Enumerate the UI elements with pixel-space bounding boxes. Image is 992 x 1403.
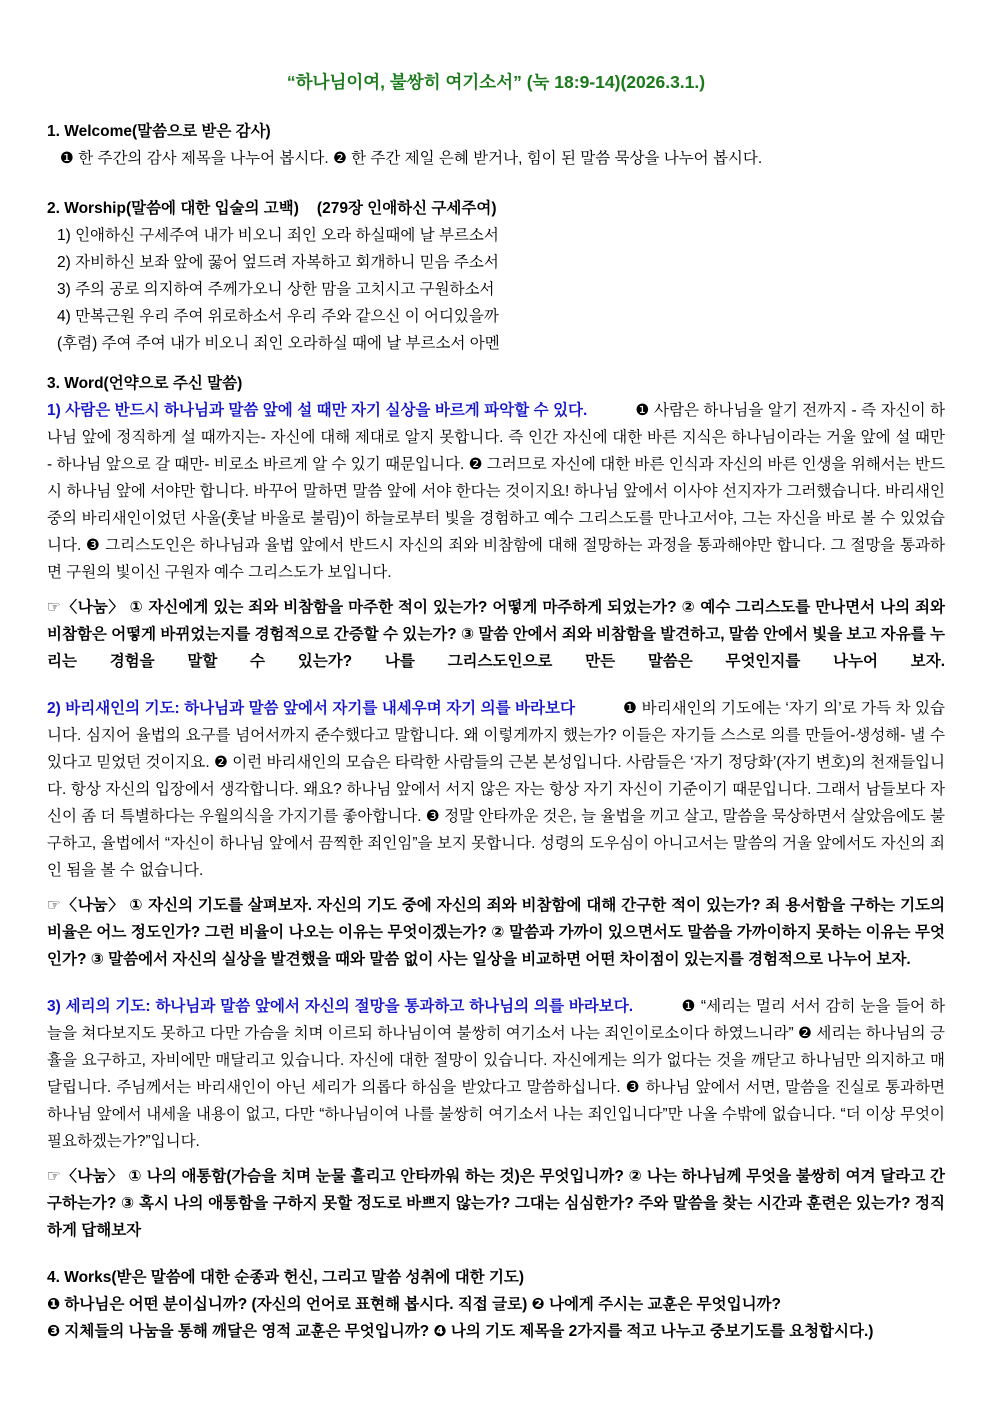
works-heading: 4. Works(받은 말씀에 대한 순종과 헌신, 그리고 말씀 성취에 대한 기도)	[47, 1269, 525, 1286]
word-paragraph-1	[47, 397, 945, 586]
word-paragraph-3	[47, 993, 945, 1155]
word-point-3-heading: 3) 세리의 기도: 하나님과 말씀 앞에서 자신의 절망을 통과하고 하나님의 의를 바라보다.	[47, 998, 634, 1015]
sharing-questions-2: ☞〈나눔〉 ① 자신의 기도를 살펴보자. 자신의 기도 중에 자신의 죄와 비참함에 대해 간구한 적이 있는가? 죄 용서함을 구하는 기도의 비율은 어느 정도인가? 그런 비율이 나오는 이유는 무엇이겠는가? ② 말씀과 가까이 있으면서도 말씀을 가까이하지 못하는 이유는 무엇인가? ③ 말씀에서 자신의 실상을 발견했을 때와 말씀 없이 사는 일상을 비교하면 어떤 차이점이 있는지를 경험적으로 나누어 보자.	[47, 897, 945, 968]
section-worship	[47, 195, 945, 357]
word-point-2-heading: 2) 바리새인의 기도: 하나님과 말씀 앞에서 자기를 내세우며 자기 의를 바라보다	[47, 700, 575, 717]
hymn-verse-2: 2) 자비하신 보좌 앞에 꿇어 엎드려 자복하고 회개하니 믿음 주소서	[57, 254, 499, 271]
word-paragraph-2	[47, 695, 945, 884]
section-word	[47, 370, 945, 1244]
worship-heading	[47, 195, 945, 222]
section-welcome	[47, 118, 945, 172]
worship-heading-label: 2. Worship(말씀에 대한 입술의 고백)	[47, 200, 299, 217]
word-point-1-heading: 1) 사람은 반드시 하나님과 말씀 앞에 설 때만 자기 실상을 바르게 파악할 수 있다.	[47, 402, 588, 419]
hymn-verse-1: 1) 인애하신 구세주여 내가 비오니 죄인 오라 하실때에 날 부르소서	[57, 227, 499, 244]
hymn-verse-3: 3) 주의 공로 의지하여 주께가오니 상한 맘을 고치시고 구원하소서	[57, 281, 495, 298]
word-point-1-body: ❶ 사람은 하나님을 알기 전까지 - 즉 자신이 하나님 앞에 정직하게 설 때까지는- 자신에 대해 제대로 알지 못합니다. 즉 인간 자신에 대한 바른 지식은 하나님이라는 거울 앞에 설 때만 - 하나님 앞으로 갈 때만- 비로소 바르게 알 수 있기 때문입니다. ❷ 그러므로 자신에 대한 바른 인식과 자신의 바른 인생을 위해서는 반드시 하나님 앞에 서야만 합니다. 바꾸어 말하면 말씀 앞에 서야 한다는 것이지요! 하나님 앞에서 이사야 선지자가 그러했습니다. 바리새인 중의 바리새인이었던 사울(훗날 바울로 불림)이 하늘로부터 빛을 경험하고 예수 그리스도를 만나고서야, 그는 자신을 바로 볼 수 있었습니다. ❸ 그리스도인은 하나님과 율법 앞에서 반드시 자신의 죄와 비참함에 대해 절망하는 과정을 통과해야만 합니다. 그 절망을 통과하면 구원의 빛이신 구원자 예수 그리스도가 보입니다.	[47, 402, 945, 581]
word-point-2-body: ❶ 바리새인의 기도에는 ‘자기 의’로 가득 차 있습니다. 심지어 율법의 요구를 넘어서까지 준수했다고 말합니다. 왜 이렇게까지 했는가? 이들은 자기들 스스로 의를 만들어-생성해- 낼 수 있다고 믿었던 것이지요. ❷ 이런 바리새인의 모습은 타락한 사람들의 근본 본성입니다. 사람들은 ‘자기 정당화’(자기 변호)의 천재들입니다. 항상 자신의 입장에서 생각합니다. 왜요? 하나님 앞에서 서지 않은 자는 항상 자기 자신이 기준이기 때문입니다. 그래서 남들보다 자신이 좀 더 특별하다는 우월의식을 가지기를 좋아합니다. ❸ 정말 안타까운 것은, 늘 율법을 끼고 살고, 말씀을 묵상하면서 살았음에도 불구하고, 율법에서 “자신이 하나님 앞에서 끔찍한 죄인임”을 보지 못합니다. 성령의 도우심이 아니고서는 말씀의 거울 앞에서도 자신의 죄인 됨을 볼 수 없습니다.	[47, 700, 945, 879]
welcome-body: ❶ 한 주간의 감사 제목을 나누어 봅시다. ❷ 한 주간 제일 은혜 받거나, 힘이 된 말씀 묵상을 나누어 봅시다.	[60, 150, 763, 167]
sharing-questions-3: ☞〈나눔〉 ① 나의 애통함(가슴을 치며 눈물 흘리고 안타까워 하는 것)은 무엇입니까? ② 나는 하나님께 무엇을 불쌍히 여겨 달라고 간구하는가? ③ 혹시 나의 애통함을 구하지 못할 정도로 바쁘지 않는가? 그대는 심심한가? 주와 말씀을 찾는 시간과 훈련은 있는가? 정직하게 답해보자	[47, 1168, 945, 1239]
hymn-reference: (279장 인애하신 구세주여)	[316, 200, 497, 217]
document-title: “하나님이여, 불쌍히 여기소서” (눅 18:9-14)(2026.3.1.)	[286, 72, 706, 92]
word-point-3-body: ❶ “세리는 멀리 서서 감히 눈을 들어 하늘을 쳐다보지도 못하고 다만 가슴을 치며 이르되 하나님이여 불쌍히 여기소서 나는 죄인이로소이다 하였느니라” ❷ 세리는 하나님의 긍휼을 요구하고, 자비에만 매달리고 있습니다. 자신에 대한 절망이 있습니다. 자신에게는 의가 없다는 것을 깨닫고 하나님만 의지하고 매달립니다. 주님께서는 바리새인이 아닌 세리가 의롭다 하심을 받았다고 말씀하십니다. ❸ 하나님 앞에서 서면, 말씀을 진실로 통과하면 하나님 앞에서 내세울 내용이 없고, 다만 “하나님이여 나를 불쌍히 여기소서 나는 죄인입니다”만 나올 수밖에 없습니다. “더 이상 무엇이 필요하겠는가?”입니다.	[47, 998, 945, 1150]
sharing-questions-1: ☞〈나눔〉 ① 자신에게 있는 죄와 비참함을 마주한 적이 있는가? 어떻게 마주하게 되었는가? ② 예수 그리스도를 만나면서 나의 죄와 비참함은 어떻게 바뀌었는지를 경험적으로 간증할 수 있는가? ③ 말씀 안에서 죄와 비참함을 발견하고, 말씀 안에서 빛을 보고 자유를 누리는 경험을 말할 수 있는가? 나를 그리스도인으로 만든 말씀은 무엇인지를 나누어 보자.	[47, 599, 945, 670]
section-works	[47, 1264, 945, 1345]
hymn-verses	[47, 222, 945, 357]
welcome-heading: 1. Welcome(말씀으로 받은 감사)	[47, 123, 271, 140]
word-heading: 3. Word(언약으로 주신 말씀)	[47, 375, 243, 392]
hymn-verse-4: 4) 만복근원 우리 주여 위로하소서 우리 주와 같으신 이 어디있을까	[57, 308, 499, 325]
works-line-1: ❶ 하나님은 어떤 분이십니까? (자신의 언어로 표현해 봅시다. 직접 글로) ❷ 나에게 주시는 교훈은 무엇입니까?	[47, 1296, 781, 1313]
hymn-refrain: (후렴) 주여 주여 내가 비오니 죄인 오라하실 때에 날 부르소서 아멘	[57, 335, 500, 352]
works-line-2: ❸ 지체들의 나눔을 통해 깨달은 영적 교훈은 무엇입니까? ❹ 나의 기도 제목을 2가지를 적고 나누고 중보기도를 요청합시다.)	[47, 1323, 874, 1340]
